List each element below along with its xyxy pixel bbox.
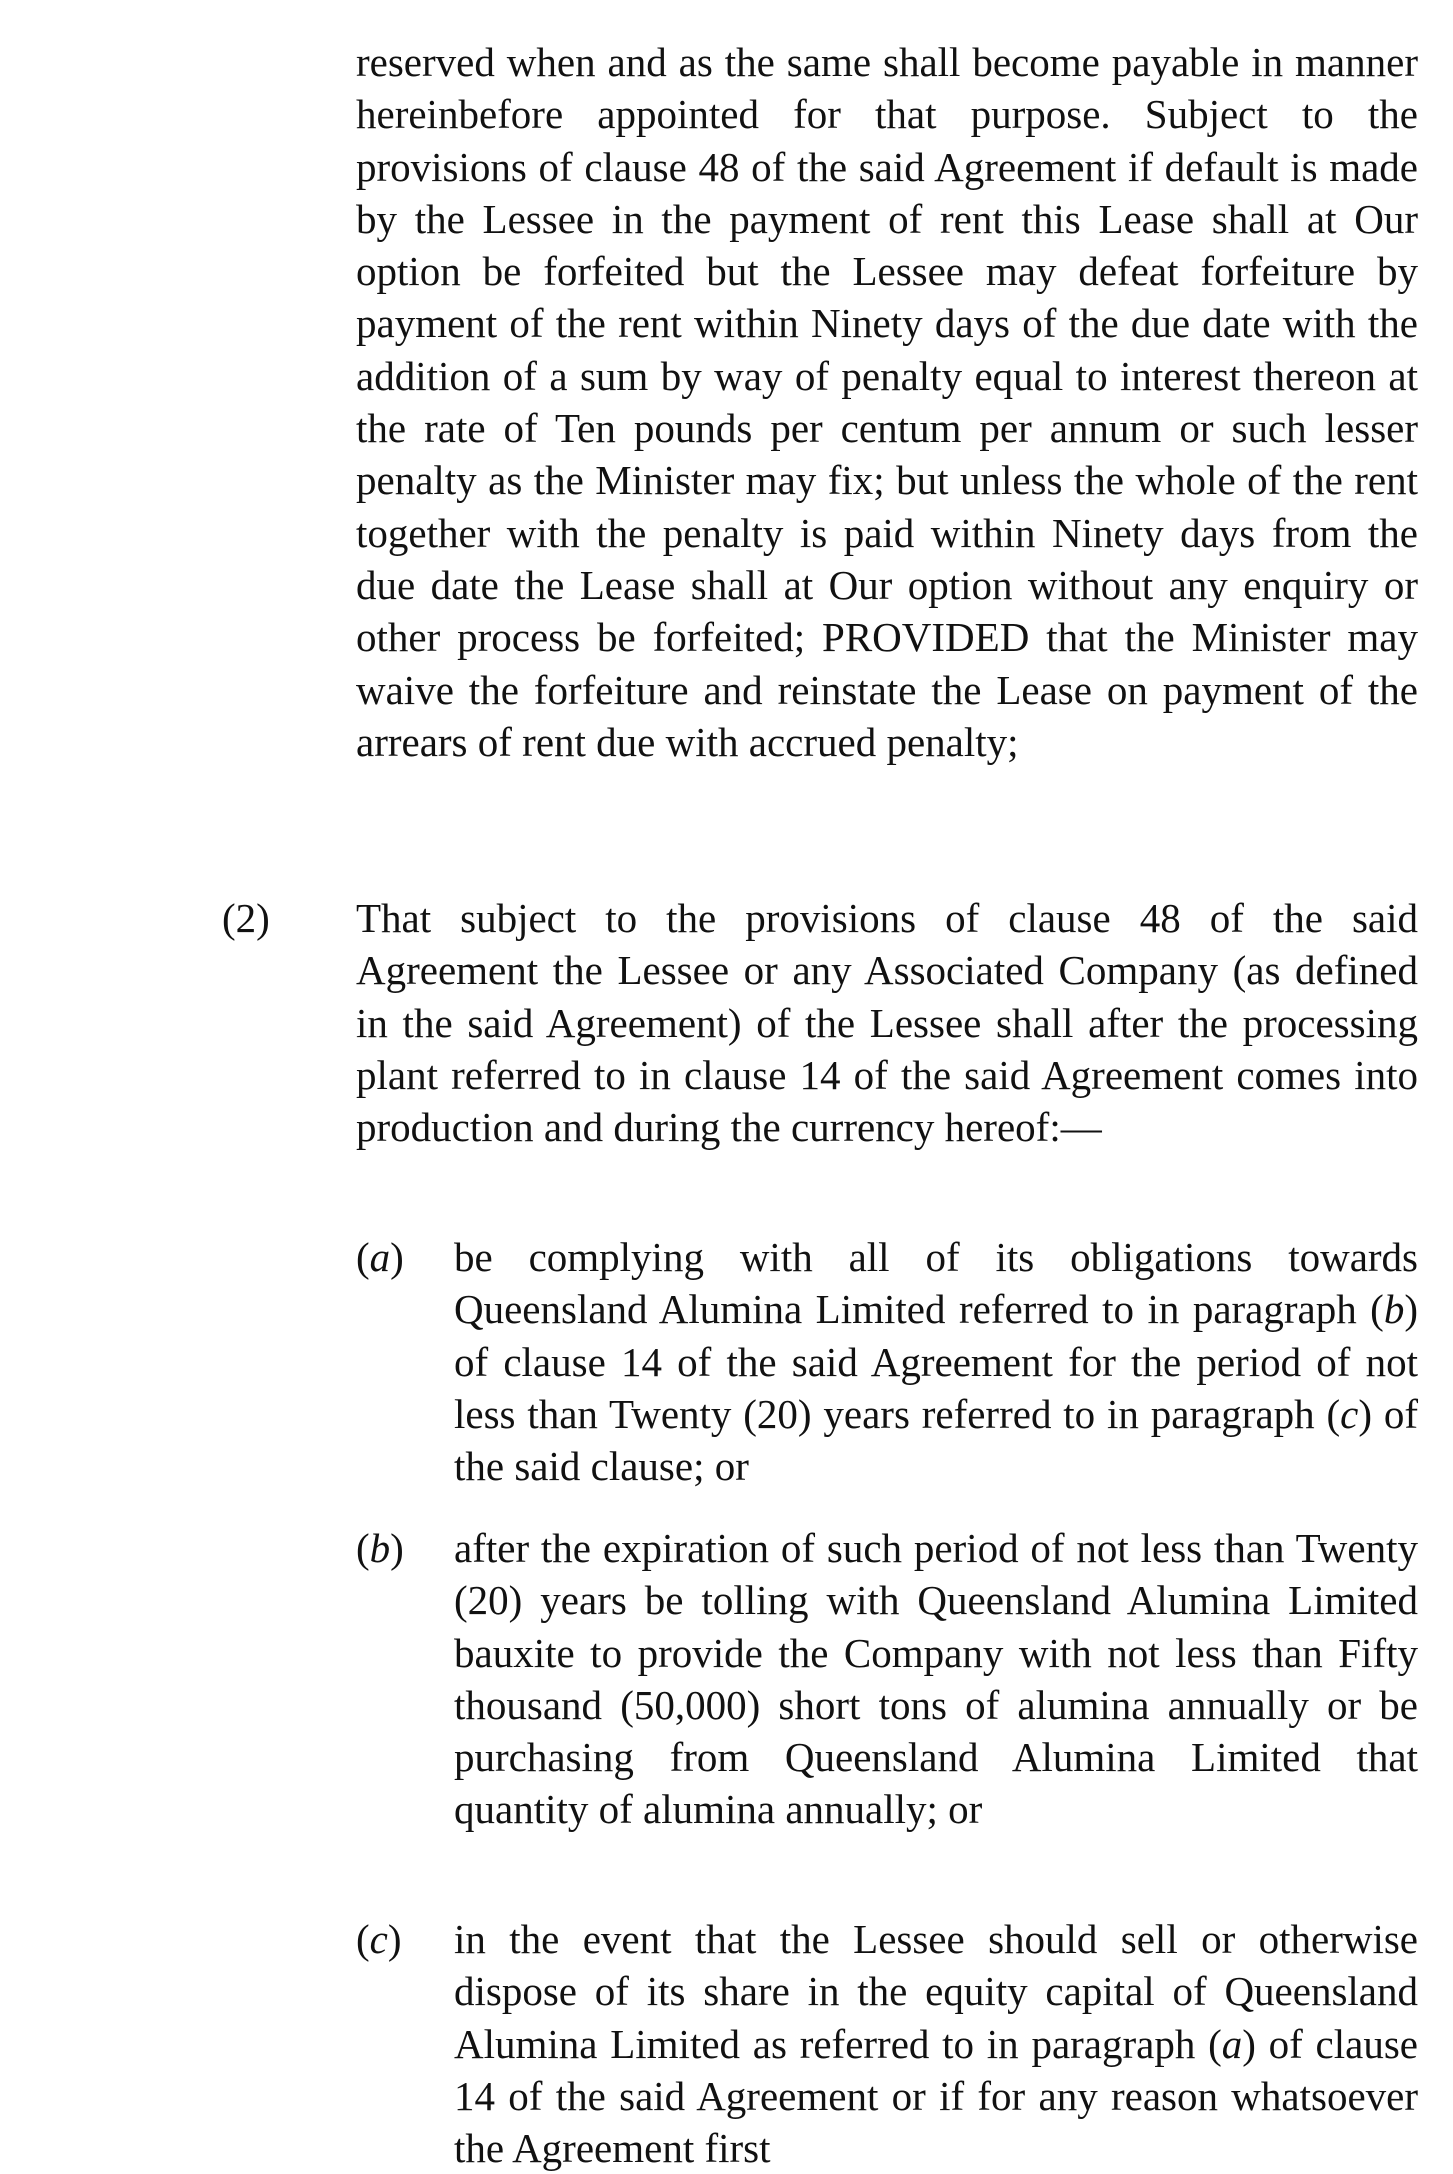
sub-c-letter: c bbox=[369, 1916, 388, 1962]
paren-open: ( bbox=[356, 1916, 370, 1962]
sub-c-ref-1: a bbox=[1221, 2020, 1243, 2067]
sub-a-ref-1: b bbox=[1383, 1286, 1405, 1333]
sub-b-paragraph bbox=[454, 1522, 1418, 1836]
intro-text: reserved when and as the same shall become payable in manner hereinbefore appointed for that purpose. Subject to the provisions of clause 48 of the said Agreement if default is made by the Lessee in the payment of rent this Lease shall at Our option be forfeited but the Lessee may defeat forfeiture by payment of the rent within Ninety days of the due date with the addition of a sum by way of penalty equal to interest thereon at the rate of Ten pounds per centum per annum or such lesser penalty as the Minister may fix; but unless the whole of the rent together with the penalty is paid within Ninety days from the due date the Lease shall at Our option without any enquiry or other process be forfeited; PROVIDED that the Minister may waive the forfeiture and reinstate the Lease on payment of the arrears of rent due with accrued penalty; bbox=[356, 39, 1418, 765]
sub-a-paragraph bbox=[454, 1231, 1418, 1492]
paren-close: ) bbox=[390, 1234, 404, 1280]
clause-2-paragraph bbox=[356, 892, 1418, 1153]
sub-b-number bbox=[356, 1522, 404, 1574]
paren-close: ) bbox=[390, 1525, 404, 1571]
clause-2-number: (2) bbox=[222, 895, 270, 941]
clause-2-text: That subject to the provisions of clause 48 of the said Agreement the Lessee or any Associated Company (as defined in the said Agreement) of the Lessee shall after the processing plant referred to in clause 14 of the said Agreement comes into production and during the currency hereof:— bbox=[356, 895, 1418, 1151]
paren-open: ( bbox=[356, 1234, 370, 1280]
sub-a-text-1: be complying with all of its obligations towards Queensland Alumina Limited referred to in paragraph ( bbox=[454, 1234, 1418, 1333]
sub-c-paragraph bbox=[454, 1913, 1418, 2174]
sub-b-text: after the expiration of such period of not less than Twenty (20) years be tolling with Queensland Alumina Limited bauxite to provide the Company with not less than Fifty thousand (50,000) short tons of alumina annually or be purchasing from Queensland Alumina Limited that quantity of alumina annually; or bbox=[454, 1525, 1418, 1833]
paren-open: ( bbox=[356, 1525, 370, 1571]
sub-a-ref-2: c bbox=[1340, 1390, 1359, 1437]
sub-c-text-2: ) of clause 14 of the said Agreement or if for any reason whatsoever the Agreement first bbox=[454, 2020, 1419, 2172]
sub-a-text-2: ) of clause 14 of the said Agreement for the period of not less than Twenty (20) years referred to in paragraph ( bbox=[454, 1286, 1418, 1437]
sub-b-letter: b bbox=[369, 1525, 391, 1571]
sub-a-text-3: ) of the said clause; or bbox=[454, 1390, 1418, 1490]
intro-paragraph bbox=[356, 36, 1418, 768]
sub-a-number bbox=[356, 1231, 404, 1283]
paren-close: ) bbox=[387, 1916, 402, 1962]
sub-c-number bbox=[356, 1913, 402, 1965]
sub-a-letter: a bbox=[369, 1234, 391, 1280]
sub-c-text-1: in the event that the Lessee should sell or otherwise dispose of its share in the equity capital of Queensland Alumina Limited as referred to in paragraph ( bbox=[454, 1916, 1418, 2067]
